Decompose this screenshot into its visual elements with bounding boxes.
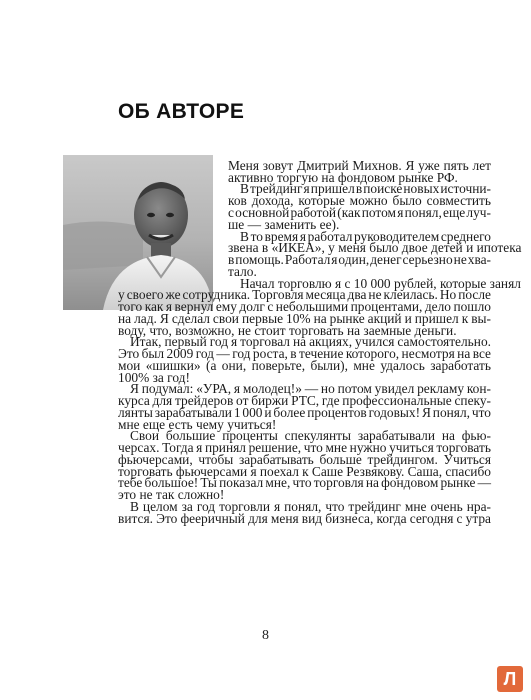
- text-line: В целом за год торговли я понял, что трейдинг мне очень нра-: [130, 499, 491, 514]
- text-line: у своего же сотрудника. Торговля месяца два не клеилась. Но после: [118, 287, 491, 302]
- text-line: мои «шишки» (а они, поверьте, были), мне удалось заработать: [118, 358, 491, 373]
- text-line: ше — заменить ее).: [228, 217, 340, 232]
- text-line: в помощь. Работал я один, денег серьезно не хва-: [228, 252, 491, 267]
- page-title: ОБ АВТОРЕ: [118, 100, 245, 123]
- text-line: В трейдинг я пришел в поиске новых источни-: [240, 181, 491, 196]
- text-line: Свои большие проценты спекулянты зарабатывали на фью-: [130, 428, 491, 443]
- publisher-logo: Л: [497, 666, 523, 692]
- text-line: с основной работой (как потом я понял, еще луч-: [228, 205, 491, 220]
- text-line: Меня зовут Дмитрий Михнов. Я уже пять лет: [228, 158, 491, 173]
- text-line: это не так сложно!: [118, 487, 225, 502]
- text-line: торговать фьючерсами я поехал к Саше Резвякову. Саша, спасибо: [118, 464, 491, 479]
- text-line: В то время я работал руководителем среднего: [240, 229, 491, 244]
- text-line: тебе большое! Ты показал мне, что торговля на фондовом рынке —: [118, 475, 491, 490]
- text-line: на лад. Я сделал свои первые 10% на рынке акций и пришел к вы-: [118, 311, 491, 326]
- text-line: тало.: [228, 264, 257, 279]
- text-line: мне еще есть чему учиться!: [118, 417, 277, 432]
- page-number: 8: [262, 628, 269, 643]
- text-line: того как я вернул ему долг с небольшими процентами, дело пошло: [118, 299, 491, 314]
- text-line: 100% за год!: [118, 370, 190, 385]
- text-line: вится. Это фееричный для меня вид бизнеса, когда сегодня с утра: [118, 511, 491, 526]
- text-line: Итак, первый год я торговал на акциях, учился самостоятельно.: [130, 334, 491, 349]
- text-line: Начал торговлю я с 10 000 рублей, которые занял: [240, 276, 521, 291]
- text-line: воду, что, возможно, не стоит торговать на заемные деньги.: [118, 323, 457, 338]
- text-line: активно торгую на фондовом рынке РФ.: [228, 170, 458, 185]
- text-line: черсах. Тогда я принял решение, что мне нужно учиться торговать: [118, 440, 491, 455]
- text-line: Это был 2009 год — год роста, в течение которого, несмотря на все: [118, 346, 491, 361]
- text-line: ков дохода, которые можно было совместить: [228, 193, 491, 208]
- text-line: курса для трейдеров от биржи РТС, где профессиональные спеку-: [118, 393, 491, 408]
- text-line: звена в «ИКЕА», у меня было двое детей и ипотека: [228, 240, 522, 255]
- text-line: Я подумал: «УРА, я молодец!» — но потом увидел рекламу кон-: [130, 381, 491, 396]
- text-line: лянты зарабатывали 1 000 и более процентов годовых! Я понял, что: [118, 405, 491, 420]
- text-line: фьючерсами, чтобы зарабатывать больше трейдингом. Учиться: [118, 452, 491, 467]
